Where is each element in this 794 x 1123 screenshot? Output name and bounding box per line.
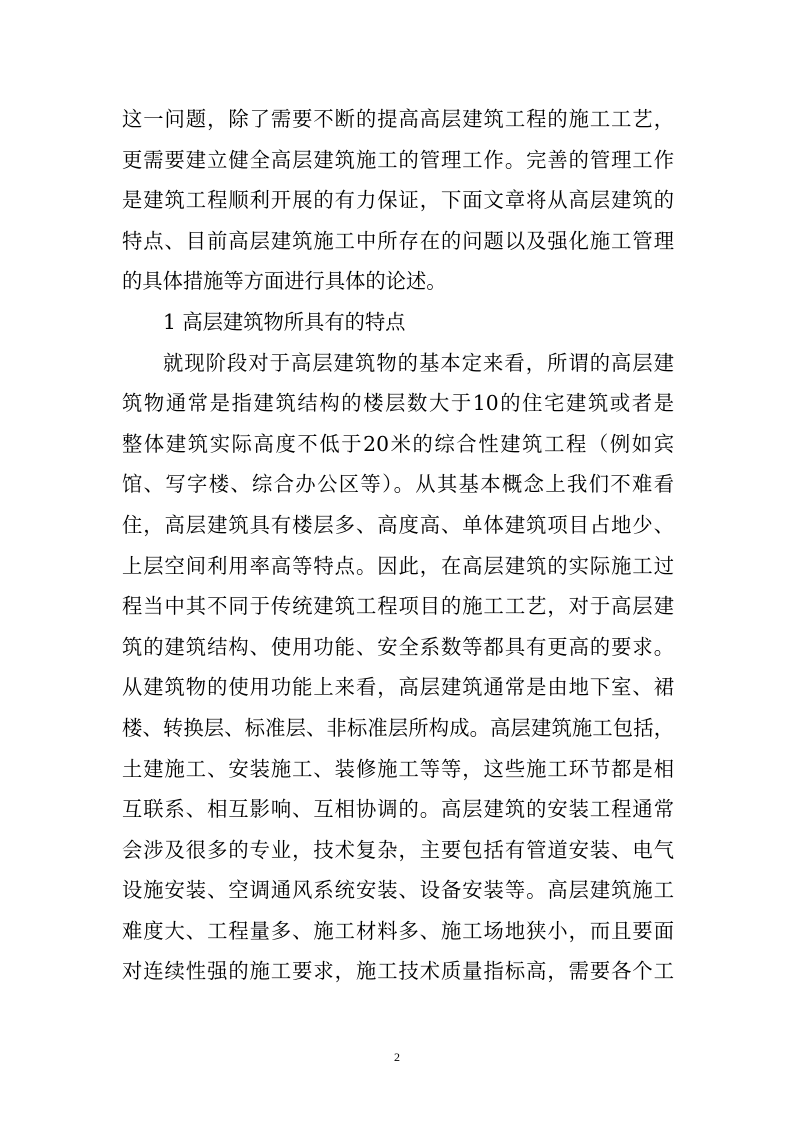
text-line: 楼、转换层、标准层、非标准层所构成。高层建筑施工包括， [122,715,674,740]
text-line: 筑物通常是指建筑结构的楼层数大于10的住宅建筑或者是 [122,391,674,416]
document-body [122,99,674,992]
text-line: 整体建筑实际高度不低于20米的综合性建筑工程（例如宾 [122,431,674,456]
text-line: 对连续性强的施工要求，施工技术质量指标高，需要各个工 [122,959,674,984]
text-line: 程当中其不同于传统建筑工程项目的施工工艺，对于高层建 [122,594,674,619]
text-line: 难度大、工程量多、施工材料多、施工场地狭小，而且要面 [122,918,674,943]
text-line: 上层空间利用率高等特点。因此，在高层建筑的实际施工过 [122,553,674,578]
section-heading: 1 高层建筑物所具有的特点 [163,309,406,334]
text-line: 就现阶段对于高层建筑物的基本定来看，所谓的高层建 [163,350,674,375]
text-line: 特点、目前高层建筑施工中所存在的问题以及强化施工管理 [122,228,674,253]
text-line: 馆、写字楼、综合办公区等）。从其基本概念上我们不难看 [122,472,674,497]
text-line: 更需要建立健全高层建筑施工的管理工作。完善的管理工作 [122,147,674,172]
page-number: 2 [394,1050,400,1064]
text-line: 这一问题，除了需要不断的提高高层建筑工程的施工工艺， [122,107,674,131]
text-line: 会涉及很多的专业，技术复杂，主要包括有管道安装、电气 [122,837,674,862]
text-line: 土建施工、安装施工、装修施工等等，这些施工环节都是相 [122,756,674,781]
text-line: 是建筑工程顺利开展的有力保证，下面文章将从高层建筑的 [122,188,674,213]
text-line: 从建筑物的使用功能上来看，高层建筑通常是由地下室、裙 [122,675,674,700]
text-line: 互联系、相互影响、互相协调的。高层建筑的安装工程通常 [122,797,674,822]
text-line: 筑的建筑结构、使用功能、安全系数等都具有更高的要求。 [122,634,674,659]
text-line: 住，高层建筑具有楼层多、高度高、单体建筑项目占地少、 [122,512,674,537]
text-line: 设施安装、空调通风系统安装、设备安装等。高层建筑施工 [122,878,674,903]
text-line: 的具体措施等方面进行具体的论述。 [122,269,447,294]
